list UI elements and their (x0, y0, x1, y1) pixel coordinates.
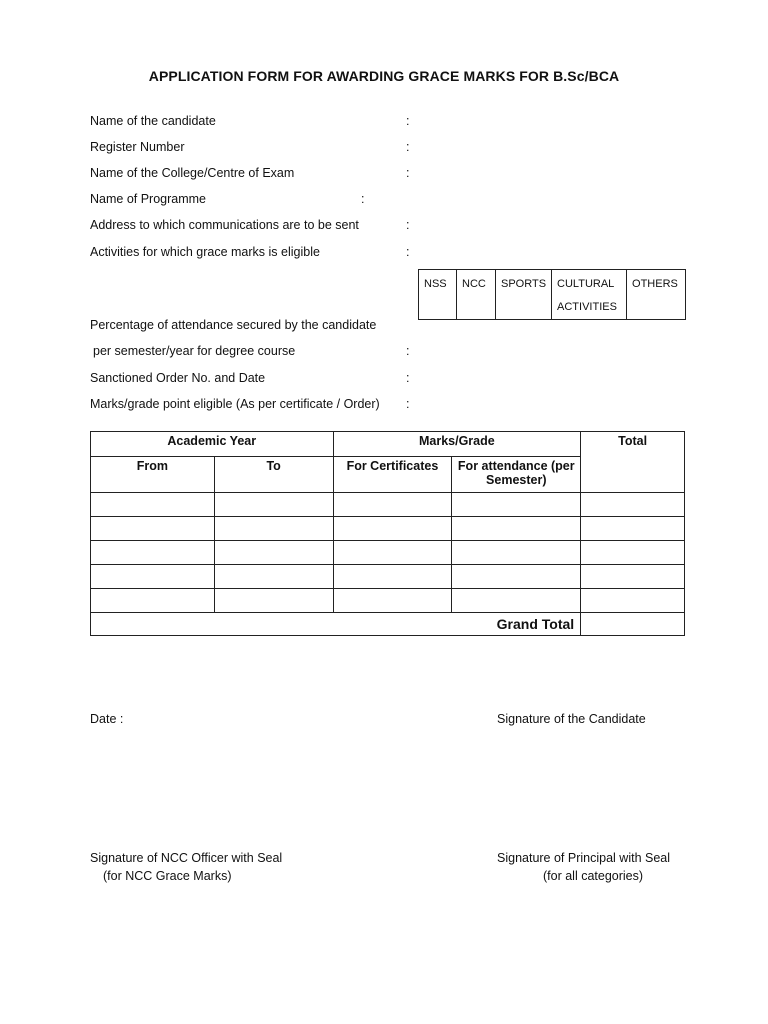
grand-total-label: Grand Total (91, 613, 581, 636)
field-label-marks-eligible: Marks/grade point eligible (As per certificate / Order) (90, 397, 380, 411)
colon: : (406, 344, 410, 358)
colon: : (406, 397, 410, 411)
header-for-attendance-line2: Semester) (486, 473, 547, 487)
colon: : (406, 166, 410, 180)
header-total: Total (581, 432, 685, 493)
table-cell[interactable] (91, 517, 215, 541)
table-cell[interactable] (333, 565, 452, 589)
table-cell[interactable] (333, 541, 452, 565)
table-cell[interactable] (333, 517, 452, 541)
table-cell[interactable] (581, 565, 685, 589)
field-label-register-number: Register Number (90, 140, 185, 154)
field-label-college: Name of the College/Centre of Exam (90, 166, 295, 180)
principal-signature-note: (for all categories) (543, 869, 644, 883)
activity-sports[interactable]: SPORTS (496, 270, 552, 320)
table-cell[interactable] (333, 493, 452, 517)
table-cell[interactable] (452, 589, 581, 613)
principal-signature-label: Signature of Principal with Seal (497, 851, 671, 865)
marks-table (90, 431, 685, 636)
field-label-candidate-name: Name of the candidate (90, 114, 216, 128)
table-row (91, 541, 685, 565)
field-label-activities: Activities for which grace marks is eligible (90, 245, 320, 259)
table-cell[interactable] (581, 541, 685, 565)
date-label: Date : (90, 712, 124, 726)
header-for-attendance (452, 457, 581, 493)
table-cell[interactable] (581, 517, 685, 541)
field-label-address: Address to which communications are to be sent (90, 218, 359, 232)
activity-cultural[interactable] (552, 270, 627, 320)
table-cell[interactable] (581, 589, 685, 613)
table-cell[interactable] (214, 541, 333, 565)
grand-total-value[interactable] (581, 613, 685, 636)
activities-table (418, 269, 686, 320)
table-cell[interactable] (581, 493, 685, 517)
colon: : (406, 218, 410, 232)
header-to: To (214, 457, 333, 493)
header-marks-grade: Marks/Grade (333, 432, 581, 457)
grand-total-row (91, 613, 685, 636)
activity-ncc[interactable]: NCC (457, 270, 496, 320)
field-label-programme: Name of Programme (90, 192, 207, 206)
colon: : (406, 371, 410, 385)
table-cell[interactable] (214, 565, 333, 589)
colon: : (406, 114, 410, 128)
table-cell[interactable] (91, 565, 215, 589)
table-cell[interactable] (214, 493, 333, 517)
table-cell[interactable] (452, 517, 581, 541)
table-cell[interactable] (91, 589, 215, 613)
header-for-certificates: For Certificates (333, 457, 452, 493)
table-row (91, 589, 685, 613)
field-label-attendance: Percentage of attendance secured by the candidate (90, 318, 377, 332)
colon: : (406, 245, 410, 259)
colon: : (361, 192, 365, 206)
ncc-officer-signature-label: Signature of NCC Officer with Seal (90, 851, 283, 865)
activity-cultural-line1: CULTURAL (557, 278, 615, 290)
activity-others[interactable]: OTHERS (627, 270, 686, 320)
field-label-attendance-cont: per semester/year for degree course (93, 344, 296, 358)
table-cell[interactable] (333, 589, 452, 613)
table-row (91, 565, 685, 589)
table-cell[interactable] (452, 565, 581, 589)
table-cell[interactable] (214, 589, 333, 613)
form-title: APPLICATION FORM FOR AWARDING GRACE MARKS FOR B.Sc/BCA (148, 68, 620, 84)
candidate-signature-label: Signature of the Candidate (497, 712, 646, 726)
header-for-attendance-line1: For attendance (per (457, 459, 575, 473)
table-cell[interactable] (452, 493, 581, 517)
activity-cultural-line2: ACTIVITIES (557, 301, 617, 313)
table-cell[interactable] (452, 541, 581, 565)
field-label-sanctioned-order: Sanctioned Order No. and Date (90, 371, 266, 385)
header-from: From (91, 457, 215, 493)
table-cell[interactable] (91, 541, 215, 565)
table-row (91, 493, 685, 517)
table-cell[interactable] (214, 517, 333, 541)
activity-nss[interactable]: NSS (419, 270, 457, 320)
colon: : (406, 140, 410, 154)
table-row (91, 517, 685, 541)
table-cell[interactable] (91, 493, 215, 517)
ncc-officer-signature-note: (for NCC Grace Marks) (103, 869, 232, 883)
header-academic-year: Academic Year (91, 432, 334, 457)
